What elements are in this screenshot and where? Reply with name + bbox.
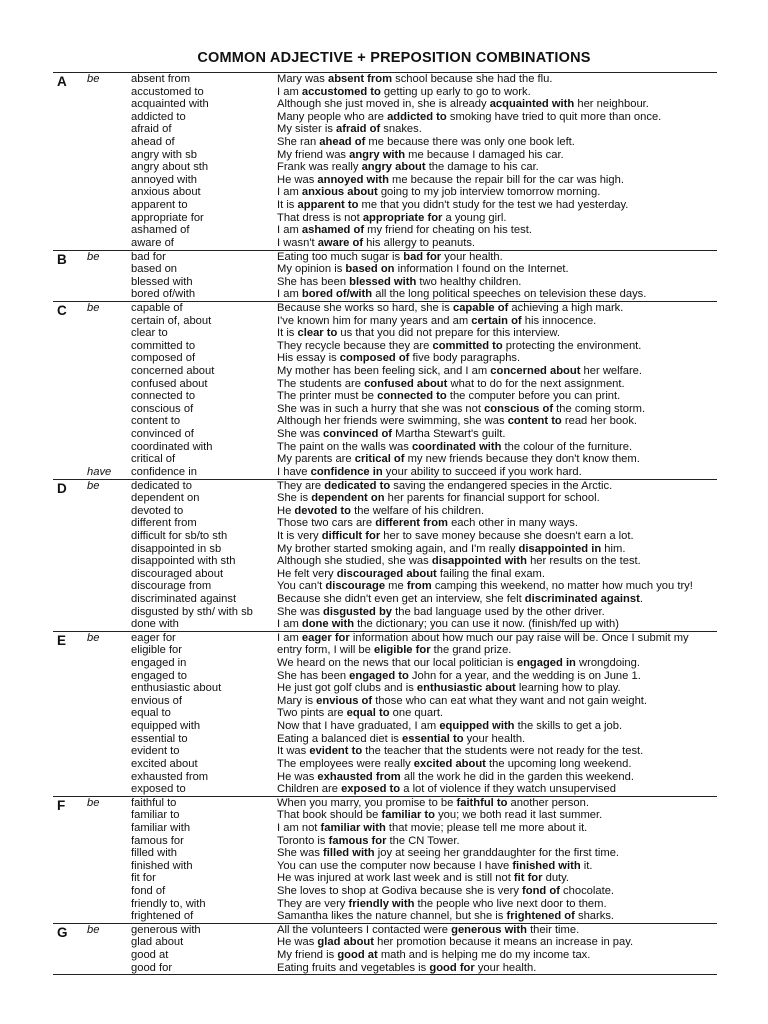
combination-label: appropriate for xyxy=(131,211,204,224)
combination-label: engaged to xyxy=(131,669,187,682)
example-sentence: Many people who are addicted to smoking have tried to quit more than once. xyxy=(277,110,662,123)
example-sentence: I have confidence in your ability to succeed if you work hard. xyxy=(277,465,582,478)
table-row xyxy=(53,479,717,496)
example-sentence: entry form, I will be eligible for the grand prize. xyxy=(277,644,512,657)
table-row xyxy=(53,492,717,505)
combination-label: disgusted by sth/ with sb xyxy=(131,605,253,618)
section-c xyxy=(53,302,717,480)
example-sentence: My mother has been feeling sick, and I am concerned about her welfare. xyxy=(277,365,642,378)
table-row xyxy=(53,301,717,318)
table-row xyxy=(53,415,717,428)
table-row xyxy=(53,568,717,581)
table-row xyxy=(53,263,717,276)
table-row xyxy=(53,73,717,89)
example-sentence: They are very friendly with the people who live next door to them. xyxy=(277,897,607,910)
example-sentence: Children are exposed to a lot of violence if they watch unsupervised xyxy=(277,783,616,796)
table-row xyxy=(53,174,717,187)
section-letter: A xyxy=(57,74,67,89)
combination-label: generous with xyxy=(131,923,201,936)
combination-label: ashamed of xyxy=(131,224,190,237)
combination-label: discourage from xyxy=(131,580,212,593)
table-row xyxy=(53,315,717,328)
table-row xyxy=(53,644,717,657)
table-row xyxy=(53,923,717,940)
combination-label: eligible for xyxy=(131,644,182,657)
example-sentence: I am accustomed to getting up early to go to work. xyxy=(277,85,531,98)
example-sentence: Mary is envious of those who can eat what they want and not gain weight. xyxy=(277,694,648,707)
example-sentence: She was convinced of Martha Stewart's guilt. xyxy=(277,428,506,441)
section-d xyxy=(53,480,717,632)
combination-label: annoyed with xyxy=(131,173,197,186)
table-row xyxy=(53,378,717,391)
example-sentence: Eating too much sugar is bad for your health. xyxy=(277,250,503,263)
combination-label: excited about xyxy=(131,757,198,770)
table-row xyxy=(53,390,717,403)
table-row xyxy=(53,657,717,670)
example-sentence: He just got golf clubs and is enthusiastic about learning how to play. xyxy=(277,682,621,695)
table-row xyxy=(53,340,717,353)
combination-label: envious of xyxy=(131,694,182,707)
example-sentence: He was exhausted from all the work he did in the garden this weekend. xyxy=(277,770,634,783)
section-b xyxy=(53,251,717,302)
example-sentence: Two pints are equal to one quart. xyxy=(277,707,444,720)
example-sentence: The employees were really excited about the upcoming long weekend. xyxy=(277,757,632,770)
table-row xyxy=(53,149,717,162)
example-sentence: That book should be familiar to you; we both read it last summer. xyxy=(277,809,603,822)
example-sentence: Although she studied, she was disappointed with her results on the test. xyxy=(277,555,641,568)
combination-label: faithful to xyxy=(131,796,177,809)
table-row xyxy=(53,962,717,975)
example-sentence: Eating fruits and vegetables is good for your health. xyxy=(277,961,537,974)
combination-label: clear to xyxy=(131,327,168,340)
table-row xyxy=(53,365,717,378)
table-row xyxy=(53,352,717,365)
table-row xyxy=(53,199,717,212)
combination-label: acquainted with xyxy=(131,98,209,111)
table-row xyxy=(53,682,717,695)
verb-label: be xyxy=(87,631,100,644)
table-row xyxy=(53,403,717,416)
example-sentence: It is clear to us that you did not prepare for this interview. xyxy=(277,327,560,340)
table-row xyxy=(53,720,717,733)
combination-label: friendly to, with xyxy=(131,897,206,910)
combination-label: disappointed with sth xyxy=(131,555,236,568)
example-sentence: Although she just moved in, she is already acquainted with her neighbour. xyxy=(277,98,649,111)
combination-label: disappointed in sb xyxy=(131,542,222,555)
example-sentence: They recycle because they are committed to protecting the environment. xyxy=(277,339,642,352)
combination-label: conscious of xyxy=(131,402,194,415)
example-sentence: Although her friends were swimming, she was content to read her book. xyxy=(277,415,638,428)
table-row xyxy=(53,631,717,648)
combination-label: filled with xyxy=(131,847,178,860)
table-row xyxy=(53,822,717,835)
table-row xyxy=(53,618,717,631)
example-sentence: My opinion is based on information I found on the Internet. xyxy=(277,263,569,276)
combination-label: fit for xyxy=(131,872,156,885)
example-sentence: They are dedicated to saving the endangered species in the Arctic. xyxy=(277,479,613,492)
table-row xyxy=(53,186,717,199)
table-row xyxy=(53,453,717,466)
example-sentence: The printer must be connected to the computer before you can print. xyxy=(277,390,621,403)
table-row xyxy=(53,86,717,99)
table-row xyxy=(53,670,717,683)
combination-label: discriminated against xyxy=(131,592,237,605)
combination-label: equal to xyxy=(131,707,171,720)
example-sentence: It was evident to the teacher that the students were not ready for the test. xyxy=(277,745,644,758)
example-sentence: That dress is not appropriate for a young girl. xyxy=(277,211,507,224)
table-row xyxy=(53,543,717,556)
example-sentence: I wasn't aware of his allergy to peanuts. xyxy=(277,236,476,249)
combination-label: dependent on xyxy=(131,492,200,505)
example-sentence: It is very difficult for her to save money because she doesn't earn a lot. xyxy=(277,529,634,542)
combination-label: accustomed to xyxy=(131,85,204,98)
table-row xyxy=(53,555,717,568)
combination-label: certain of, about xyxy=(131,314,212,327)
table-row xyxy=(53,835,717,848)
combination-label: difficult for sb/to sth xyxy=(131,529,228,542)
example-sentence: She loves to shop at Godiva because she is very fond of chocolate. xyxy=(277,885,615,897)
example-sentence: The students are confused about what to do for the next assignment. xyxy=(277,377,625,390)
example-sentence: Eating a balanced diet is essential to your health. xyxy=(277,732,526,745)
combination-label: devoted to xyxy=(131,504,184,517)
example-sentence: She was filled with joy at seeing her granddaughter for the first time. xyxy=(277,847,620,860)
combination-label: capable of xyxy=(131,301,183,314)
section-letter: C xyxy=(57,302,67,318)
combination-label: angry with sb xyxy=(131,148,197,161)
combination-label: confidence in xyxy=(131,465,197,478)
combination-label: exhausted from xyxy=(131,770,209,783)
example-sentence: Those two cars are different from each other in many ways. xyxy=(277,517,578,530)
verb-label: be xyxy=(87,923,100,936)
table-row xyxy=(53,860,717,873)
example-sentence: Toronto is famous for the CN Tower. xyxy=(277,834,460,847)
combination-label: concerned about xyxy=(131,365,215,378)
combination-label: absent from xyxy=(131,73,191,85)
table-row xyxy=(53,771,717,784)
example-sentence: I am eager for information about how much our pay raise will be. Once I submit my xyxy=(277,631,689,644)
combination-label: ahead of xyxy=(131,136,175,149)
example-sentence: I am anxious about going to my job interview tomorrow morning. xyxy=(277,186,601,199)
example-sentence: When you marry, you promise to be faithful to another person. xyxy=(277,796,589,809)
combination-label: critical of xyxy=(131,453,176,466)
example-sentence: My parents are critical of my new friends because they don't know them. xyxy=(277,453,640,466)
example-sentence: He was glad about her promotion because it means an increase in pay. xyxy=(277,936,634,949)
example-sentence: My friend is good at math and is helping me do my income tax. xyxy=(277,949,591,962)
table-row xyxy=(53,733,717,746)
table-row xyxy=(53,783,717,796)
verb-label: be xyxy=(87,796,100,809)
example-sentence: You can use the computer now because I have finished with it. xyxy=(277,859,593,872)
table-row xyxy=(53,250,717,267)
table-row xyxy=(53,885,717,898)
combination-label: content to xyxy=(131,415,181,428)
table-row xyxy=(53,327,717,340)
combination-label: frightened of xyxy=(131,910,194,923)
example-sentence: He devoted to the welfare of his children. xyxy=(277,504,485,517)
example-sentence: She was disgusted by the bad language used by the other driver. xyxy=(277,605,605,618)
combination-label: bored of/with xyxy=(131,288,196,301)
combination-label: exposed to xyxy=(131,783,186,796)
combination-label: bad for xyxy=(131,250,166,263)
verb-label: have xyxy=(87,465,112,478)
combination-label: eager for xyxy=(131,631,176,644)
table-row xyxy=(53,212,717,225)
combination-label: good at xyxy=(131,949,169,962)
example-sentence: My brother started smoking again, and I'm really disappointed in him. xyxy=(277,542,626,555)
section-e xyxy=(53,632,717,797)
table-row xyxy=(53,136,717,149)
example-sentence: He was injured at work last week and is still not fit for duty. xyxy=(277,872,570,885)
section-f xyxy=(53,797,717,924)
example-sentence: Frank was really angry about the damage to his car. xyxy=(277,161,539,174)
table-row xyxy=(53,872,717,885)
verb-label: be xyxy=(87,73,100,85)
table-row xyxy=(53,809,717,822)
combination-label: glad about xyxy=(131,936,184,949)
example-sentence: All the volunteers I contacted were generous with their time. xyxy=(277,923,580,936)
table-row xyxy=(53,123,717,136)
combination-label: anxious about xyxy=(131,186,201,199)
example-sentence: My friend was angry with me because I damaged his car. xyxy=(277,148,564,161)
example-sentence: The paint on the walls was coordinated with the colour of the furniture. xyxy=(277,440,633,453)
table-row xyxy=(53,847,717,860)
table-row xyxy=(53,224,717,237)
combination-label: different from xyxy=(131,517,197,530)
section-letter: B xyxy=(57,251,67,267)
section-letter: F xyxy=(57,797,66,813)
example-sentence: We heard on the news that our local politician is engaged in wrongdoing. xyxy=(277,657,640,670)
table-row xyxy=(53,910,717,923)
combination-label: evident to xyxy=(131,745,180,758)
combination-label: enthusiastic about xyxy=(131,682,222,695)
table-row xyxy=(53,530,717,543)
combination-label: discouraged about xyxy=(131,567,224,580)
example-sentence: She ran ahead of me because there was only one book left. xyxy=(277,136,575,149)
combination-label: familiar with xyxy=(131,821,191,834)
table-row xyxy=(53,517,717,530)
section-letter: E xyxy=(57,632,67,648)
section-letter: G xyxy=(57,924,68,940)
example-sentence: She has been engaged to John for a year, and the wedding is on June 1. xyxy=(277,669,641,682)
table-row xyxy=(53,949,717,962)
page-title: COMMON ADJECTIVE + PREPOSITION COMBINATIONS xyxy=(197,50,591,66)
verb-label: be xyxy=(87,301,100,314)
combination-label: dedicated to xyxy=(131,479,192,492)
table-row xyxy=(53,288,717,301)
table-row xyxy=(53,161,717,174)
table-row xyxy=(53,606,717,619)
table-row xyxy=(53,758,717,771)
combination-label: convinced of xyxy=(131,428,194,441)
table-row xyxy=(53,111,717,124)
example-sentence: It is apparent to me that you didn't study for the test we had yesterday. xyxy=(277,199,629,212)
example-sentence: He was annoyed with me because the repair bill for the car was high. xyxy=(277,173,624,186)
table-row xyxy=(53,796,717,813)
combination-label: addicted to xyxy=(131,110,186,123)
table-row xyxy=(53,505,717,518)
example-sentence: I've known him for many years and am certain of his innocence. xyxy=(277,314,597,327)
combination-label: famous for xyxy=(131,834,184,847)
example-sentence: You can't discourage me from camping this weekend, no matter how much you try! xyxy=(277,580,693,593)
example-sentence: Now that I have graduated, I am equipped with the skills to get a job. xyxy=(277,720,623,733)
example-sentence: I am done with the dictionary; you can use it now. (finish/fed up with) xyxy=(277,618,619,631)
combination-label: angry about sth xyxy=(131,161,209,174)
combination-label: apparent to xyxy=(131,199,188,212)
combination-label: done with xyxy=(131,618,179,631)
example-sentence: Because she didn't even get an interview, she felt discriminated against. xyxy=(277,592,643,605)
table-row xyxy=(53,707,717,720)
combination-label: committed to xyxy=(131,339,196,352)
section-letter: D xyxy=(57,480,67,496)
example-sentence: Samantha likes the nature channel, but she is frightened of sharks. xyxy=(277,910,615,923)
table-row xyxy=(53,898,717,911)
combination-label: blessed with xyxy=(131,275,193,288)
combination-label: based on xyxy=(131,263,178,276)
example-sentence: She has been blessed with two healthy children. xyxy=(277,275,522,288)
combination-label: composed of xyxy=(131,352,196,365)
table-row xyxy=(53,745,717,758)
combination-label: connected to xyxy=(131,390,196,403)
section-g xyxy=(53,924,717,975)
combination-label: familiar to xyxy=(131,809,180,822)
example-sentence: I am not familiar with that movie; please tell me more about it. xyxy=(277,821,588,834)
combination-label: engaged in xyxy=(131,657,187,670)
combination-label: coordinated with xyxy=(131,440,213,453)
combinations-table xyxy=(53,72,717,975)
example-sentence: She was in such a hurry that she was not conscious of the coming storm. xyxy=(277,402,646,415)
table-row xyxy=(53,695,717,708)
combination-label: essential to xyxy=(131,732,188,745)
table-row xyxy=(53,580,717,593)
table-row xyxy=(53,936,717,949)
example-sentence: He felt very discouraged about failing the final exam. xyxy=(277,567,545,580)
example-sentence: Mary was absent from school because she had the flu. xyxy=(277,73,553,85)
combination-label: finished with xyxy=(131,859,193,872)
combination-label: fond of xyxy=(131,885,166,897)
combination-label: confused about xyxy=(131,377,208,390)
combination-label: equipped with xyxy=(131,720,201,733)
combination-label: aware of xyxy=(131,236,174,249)
verb-label: be xyxy=(87,479,100,492)
table-row xyxy=(53,441,717,454)
table-row xyxy=(53,276,717,289)
example-sentence: I am ashamed of my friend for cheating on his test. xyxy=(277,224,532,237)
example-sentence: My sister is afraid of snakes. xyxy=(277,123,422,136)
section-a xyxy=(53,73,717,251)
combination-label: good for xyxy=(131,961,173,974)
example-sentence: His essay is composed of five body paragraphs. xyxy=(277,352,521,365)
example-sentence: She is dependent on her parents for financial support for school. xyxy=(277,492,600,505)
example-sentence: Because she works so hard, she is capable of achieving a high mark. xyxy=(277,301,624,314)
table-row xyxy=(53,98,717,111)
example-sentence: I am bored of/with all the long political speeches on television these days. xyxy=(277,288,647,301)
table-row xyxy=(53,593,717,606)
table-row xyxy=(53,466,717,479)
table-row xyxy=(53,428,717,441)
verb-label: be xyxy=(87,250,100,263)
combination-label: afraid of xyxy=(131,123,172,136)
table-row xyxy=(53,237,717,250)
